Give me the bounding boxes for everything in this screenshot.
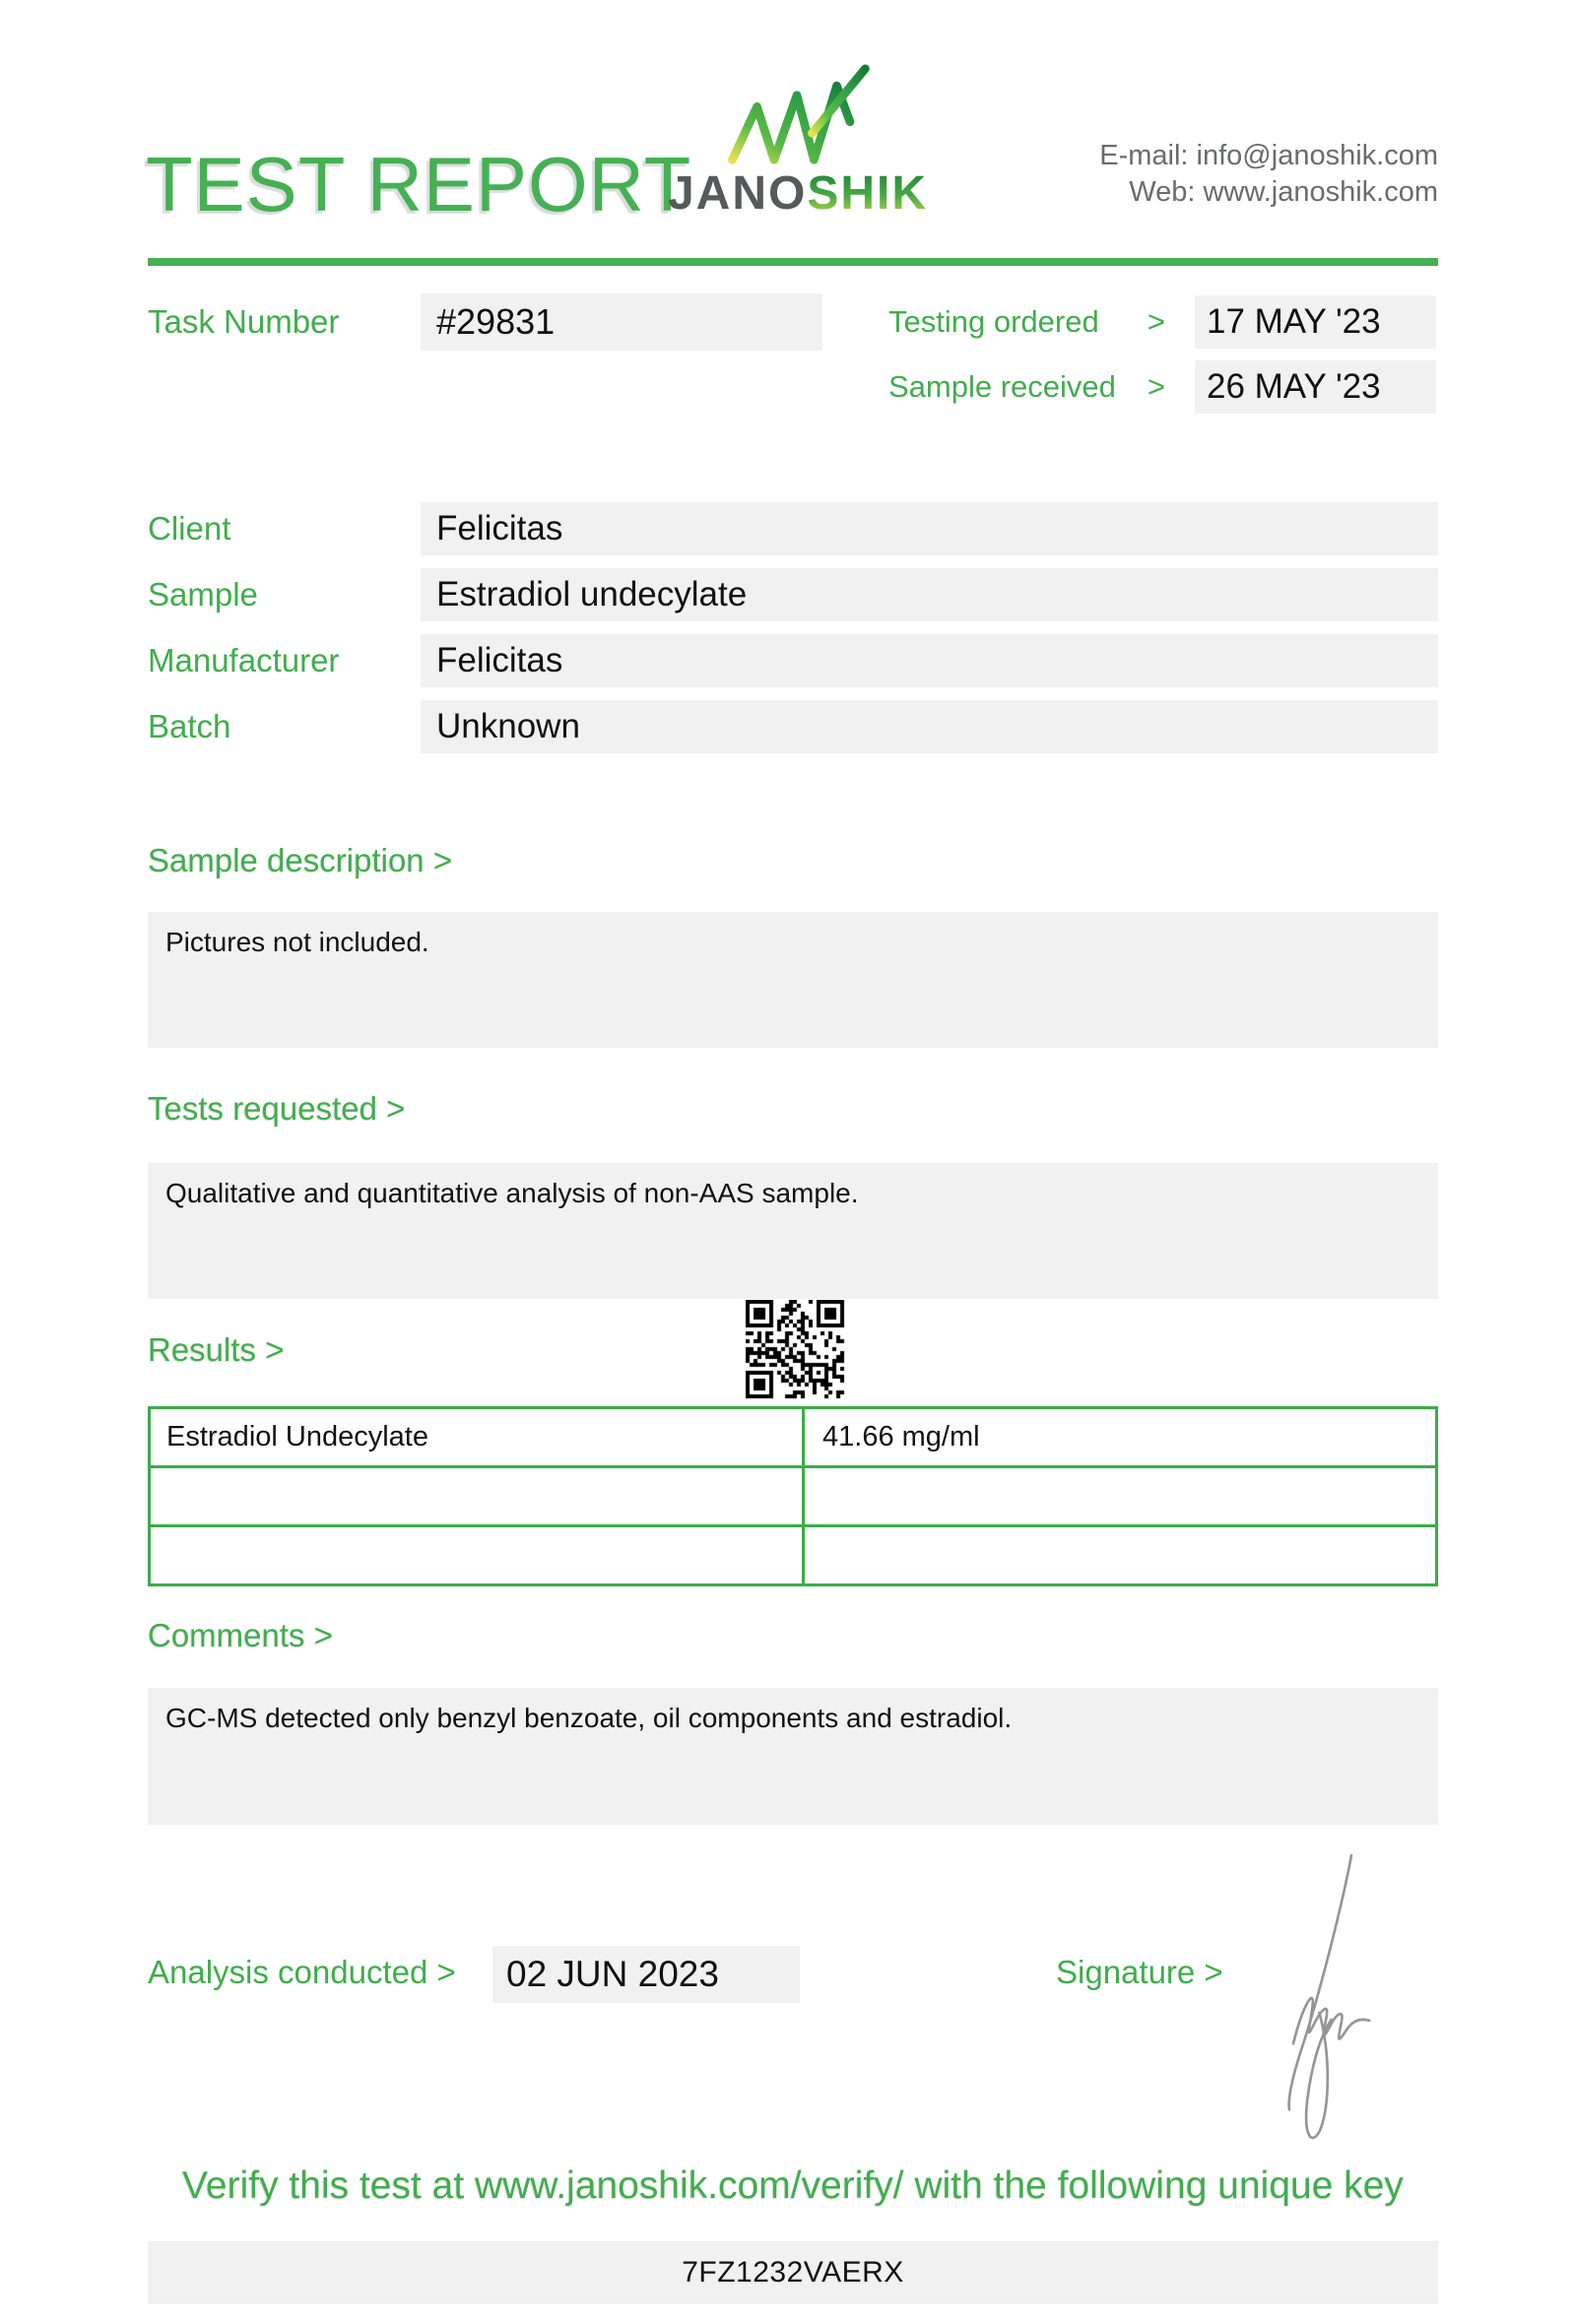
testing-ordered-field (1195, 295, 1436, 349)
tests-requested-heading: Tests requested > (148, 1090, 406, 1127)
sample-label: Sample (148, 576, 258, 613)
sample-field (421, 568, 1438, 621)
tests-requested-box (148, 1163, 1438, 1299)
logo-text-jano: JANO (667, 167, 808, 220)
results-table (148, 1406, 1438, 1586)
sample-description-heading: Sample description > (148, 842, 453, 878)
comments-text: GC-MS detected only benzyl benzoate, oil components and estradiol. (165, 1703, 1013, 1733)
manufacturer-value: Felicitas (436, 641, 563, 679)
page-title: TEST REPORT (146, 141, 692, 227)
logo-text-shik: SHIK (807, 167, 929, 220)
result-value-cell-empty (804, 1467, 1437, 1526)
sample-value: Estradiol undecylate (436, 575, 748, 613)
result-analyte-cell-empty (150, 1467, 804, 1526)
manufacturer-row (148, 634, 1438, 687)
verify-key-field (148, 2241, 1438, 2304)
testing-ordered-value: 17 MAY '23 (1207, 302, 1381, 341)
task-number-value: #29831 (436, 301, 556, 342)
result-analyte-cell: Estradiol Undecylate (150, 1408, 804, 1467)
sample-description-text: Pictures not included. (165, 927, 429, 957)
client-label: Client (148, 510, 231, 547)
client-value: Felicitas (436, 509, 563, 548)
janoshik-wordmark (640, 163, 955, 221)
sample-received-arrow: > (1147, 369, 1165, 404)
comments-box (148, 1688, 1438, 1825)
comments-heading: Comments > (148, 1617, 333, 1653)
testing-ordered-label: Testing ordered (888, 304, 1099, 339)
results-row-2 (150, 1467, 1437, 1526)
verify-key-value: 7FZ1232VAERX (682, 2256, 904, 2289)
analysis-conducted-label: Analysis conducted > (148, 1954, 456, 1990)
sample-received-row (888, 360, 1436, 414)
results-row-1 (150, 1408, 1437, 1467)
testing-ordered-arrow: > (1147, 304, 1165, 339)
analysis-date-field (492, 1946, 800, 2003)
manufacturer-label: Manufacturer (148, 642, 340, 678)
result-analyte-cell-empty (150, 1526, 804, 1585)
manufacturer-field (421, 634, 1438, 687)
testing-ordered-row (888, 295, 1436, 349)
batch-field (421, 700, 1438, 753)
task-number-field (421, 293, 822, 351)
verify-instruction: Verify this test at www.janoshik.com/verify/ with the following unique key (182, 2164, 1404, 2207)
task-number-row (148, 293, 822, 351)
sample-row (148, 568, 1438, 621)
sample-received-field (1195, 360, 1436, 414)
result-value-cell: 41.66 mg/ml (804, 1408, 1437, 1467)
tests-requested-text: Qualitative and quantitative analysis of non-AAS sample. (165, 1178, 859, 1208)
result-value-cell-empty (804, 1526, 1437, 1585)
task-number-label: Task Number (148, 303, 340, 340)
janoshik-chart-logo-icon (715, 63, 879, 167)
contact-block (1099, 138, 1438, 211)
sample-received-label: Sample received (888, 369, 1116, 404)
sample-description-box (148, 912, 1438, 1048)
batch-label: Batch (148, 708, 231, 744)
results-row-3 (150, 1526, 1437, 1585)
analysis-date-value: 02 JUN 2023 (506, 1954, 719, 1994)
qr-code (746, 1300, 846, 1400)
client-row (148, 502, 1438, 555)
svg-text:JANOSHIK (668, 167, 928, 220)
results-heading: Results > (148, 1331, 285, 1368)
sample-received-value: 26 MAY '23 (1207, 367, 1381, 406)
signature-label: Signature > (1056, 1954, 1223, 1990)
signature-scribble (1253, 1847, 1396, 2148)
client-field (421, 502, 1438, 555)
contact-web: Web: www.janoshik.com (1129, 176, 1438, 208)
batch-value: Unknown (436, 707, 580, 745)
contact-email: E-mail: info@janoshik.com (1099, 140, 1438, 171)
header-divider (148, 258, 1438, 266)
batch-row (148, 700, 1438, 753)
